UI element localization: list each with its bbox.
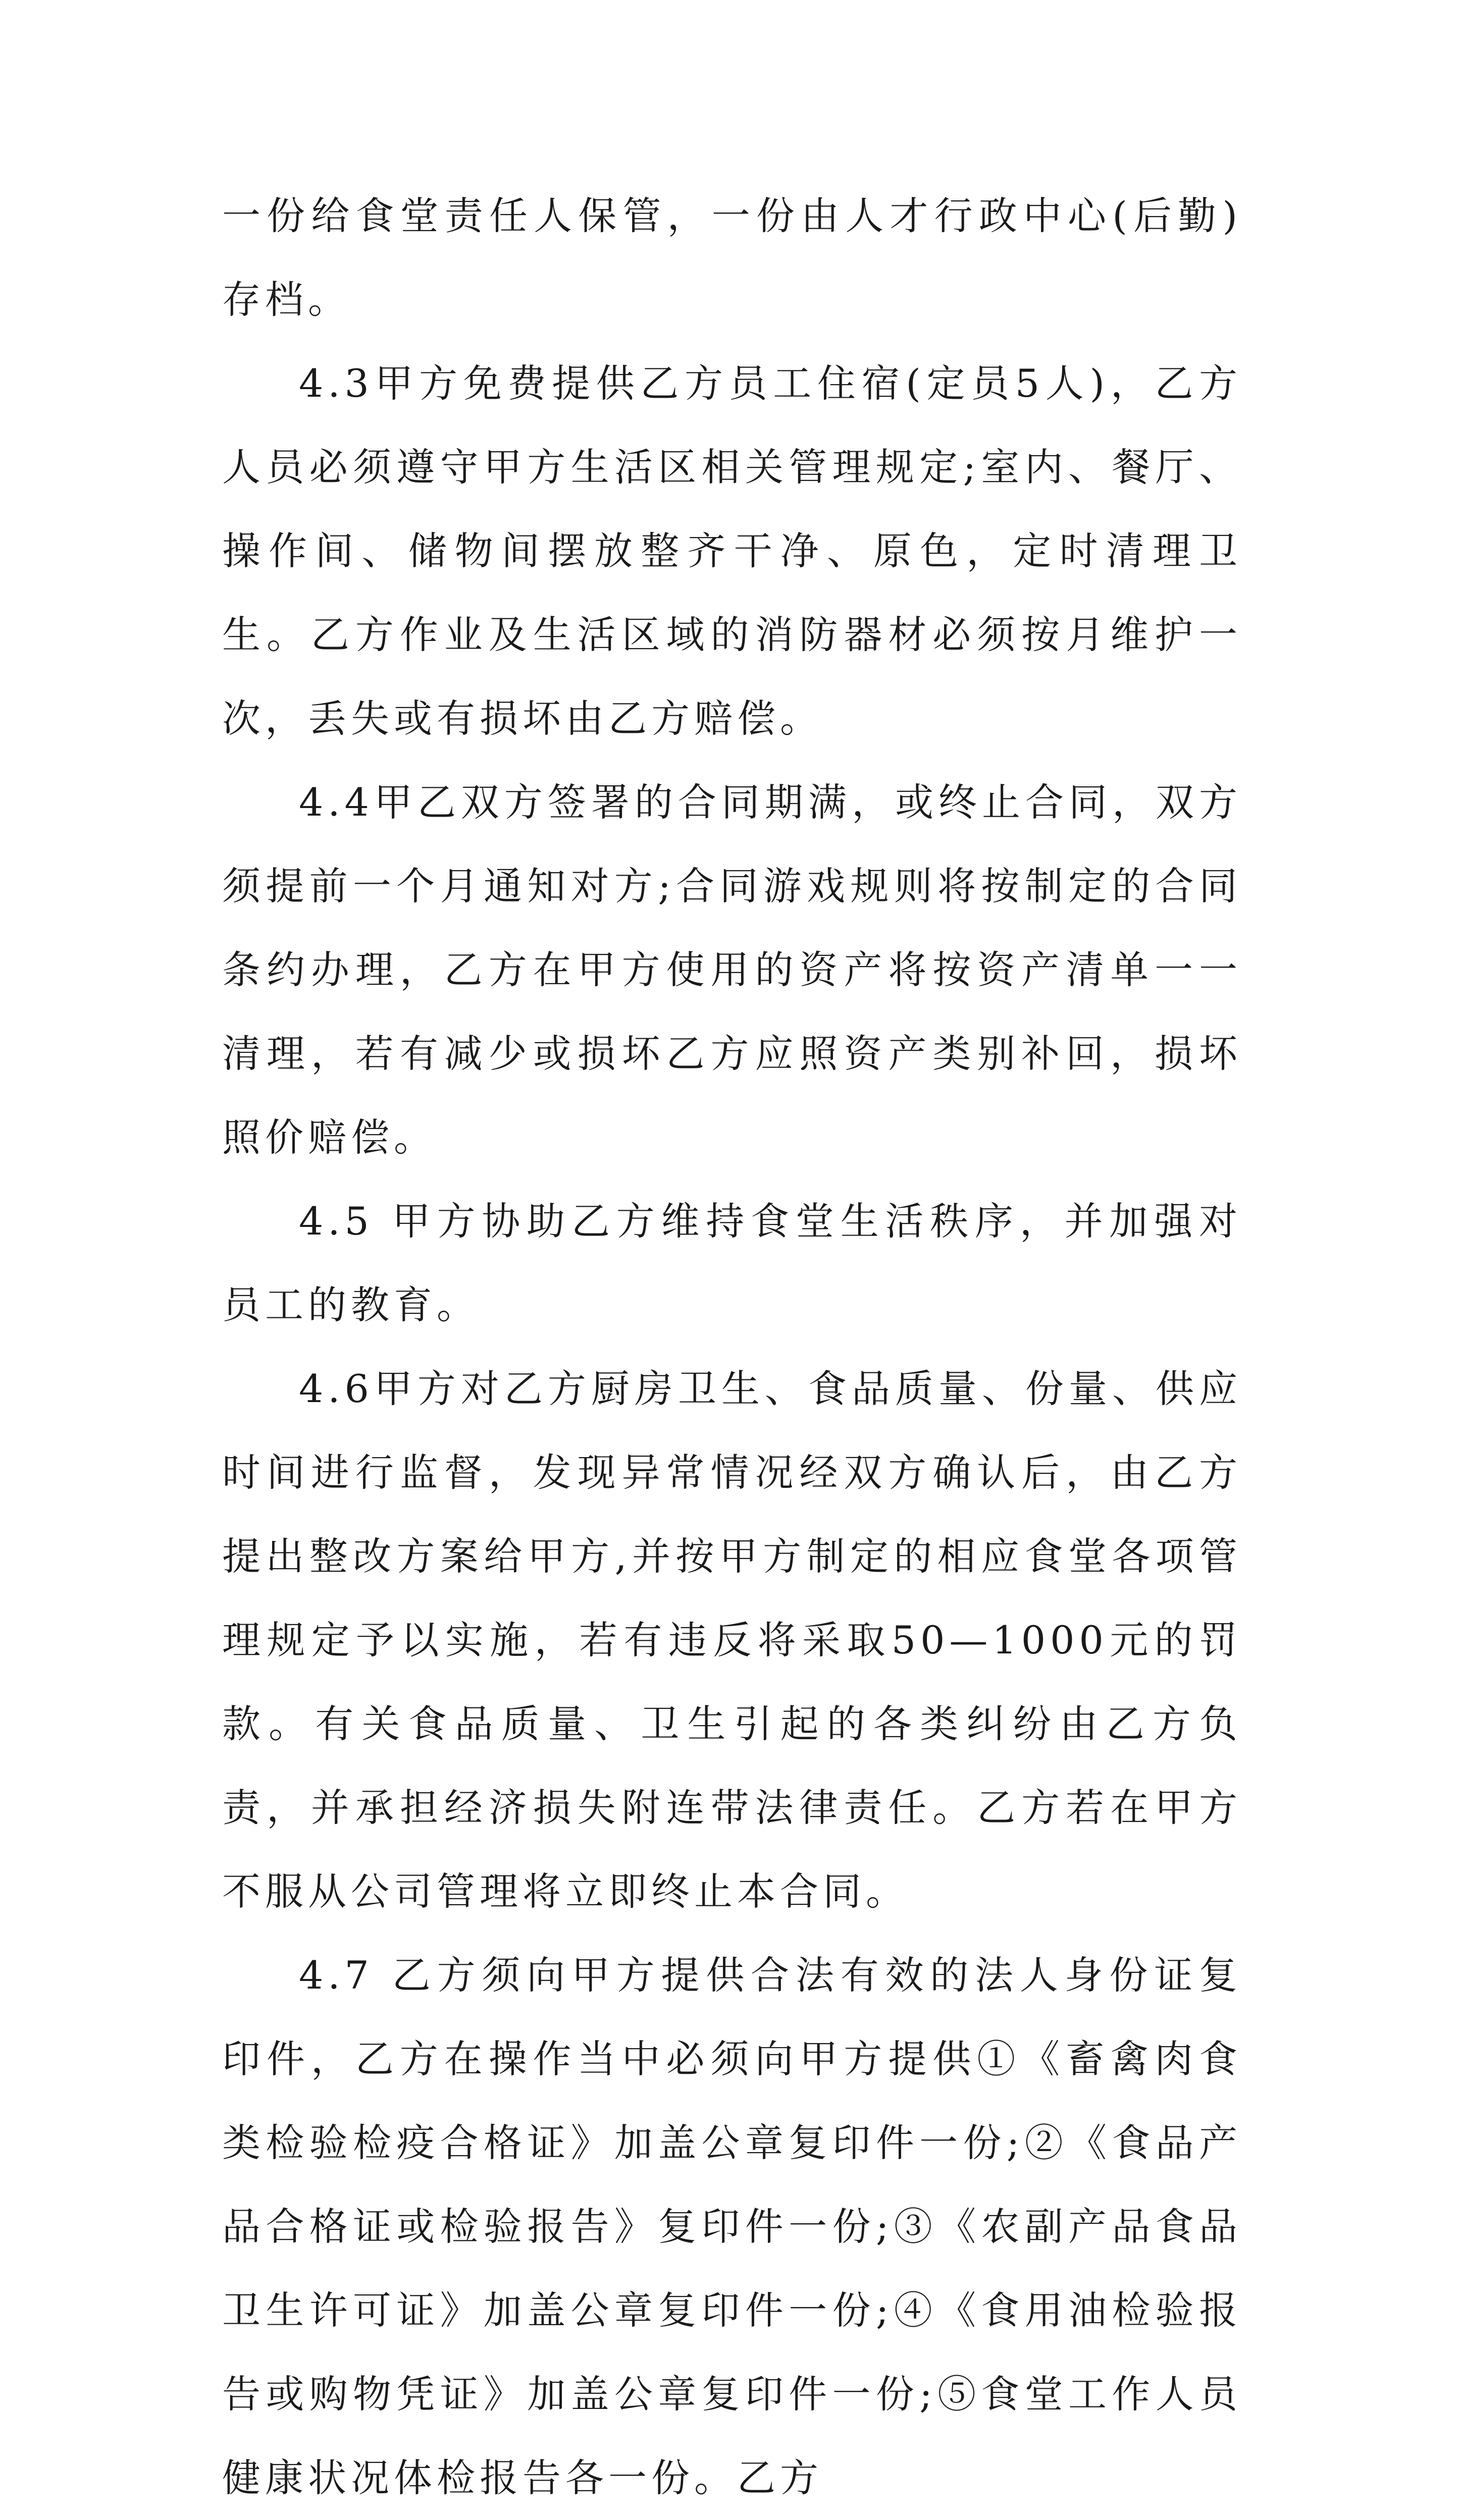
paragraph-continuation: 一份给食堂责任人保管，一份由人才行政中心(后勤)存档。 xyxy=(222,193,1242,322)
paragraph-4-6: 4.6甲方对乙方厨房卫生、食品质量、份量、供应时间进行监督，发现异常情况经双方确认后，由乙方提出整改方案给甲方,并按甲方制定的相应食堂各项管理规定予以实施，若有违反将采取50—1000元的罚款。有关食品质量、卫生引起的各类纠纷由乙方负责，并承担经济损失附连带法律责任。乙方若在甲方不服从公司管理将立即终止本合同。 xyxy=(222,1366,1242,1914)
paragraph-4-7: 4.7 乙方须向甲方提供合法有效的法人身份证复印件，乙方在操作当中必须向甲方提供①《畜禽肉食类检验检疫合格证》加盖公章复印件一份;②《食品产品合格证或检验报告》复印件一份;③《农副产品食品卫生许可证》加盖公章复印件一份;④《食用油检验报告或购物凭证》加盖公章复印件一份;⑤食堂工作人员健康状况体检报告各一份。乙方 xyxy=(222,1953,1242,2500)
document-body xyxy=(222,174,1242,2520)
paragraph-4-5: 4.5 甲方协助乙方维持食堂生活秩序，并加强对员工的教育。 xyxy=(222,1199,1242,1327)
paragraph-4-3: 4.3甲方免费提供乙方员工住宿(定员5人)，乙方人员必须遵守甲方生活区相关管理规定;室内、餐厅、操作间、储物间摆放整齐干净、原色，定时清理卫生。乙方作业及生活区域的消防器材必须按月维护一次，丢失或有损坏由乙方赔偿。 xyxy=(222,361,1242,741)
paragraph-4-4: 4.4甲乙双方签署的合同期满，或终止合同，双方须提前一个月通知对方;合同游戏规则将按制定的合同条约办理，乙方在甲方使用的资产将按资产清单一一清理，若有减少或损坏乙方应照资产类别补回，损坏照价赔偿。 xyxy=(222,780,1242,1160)
